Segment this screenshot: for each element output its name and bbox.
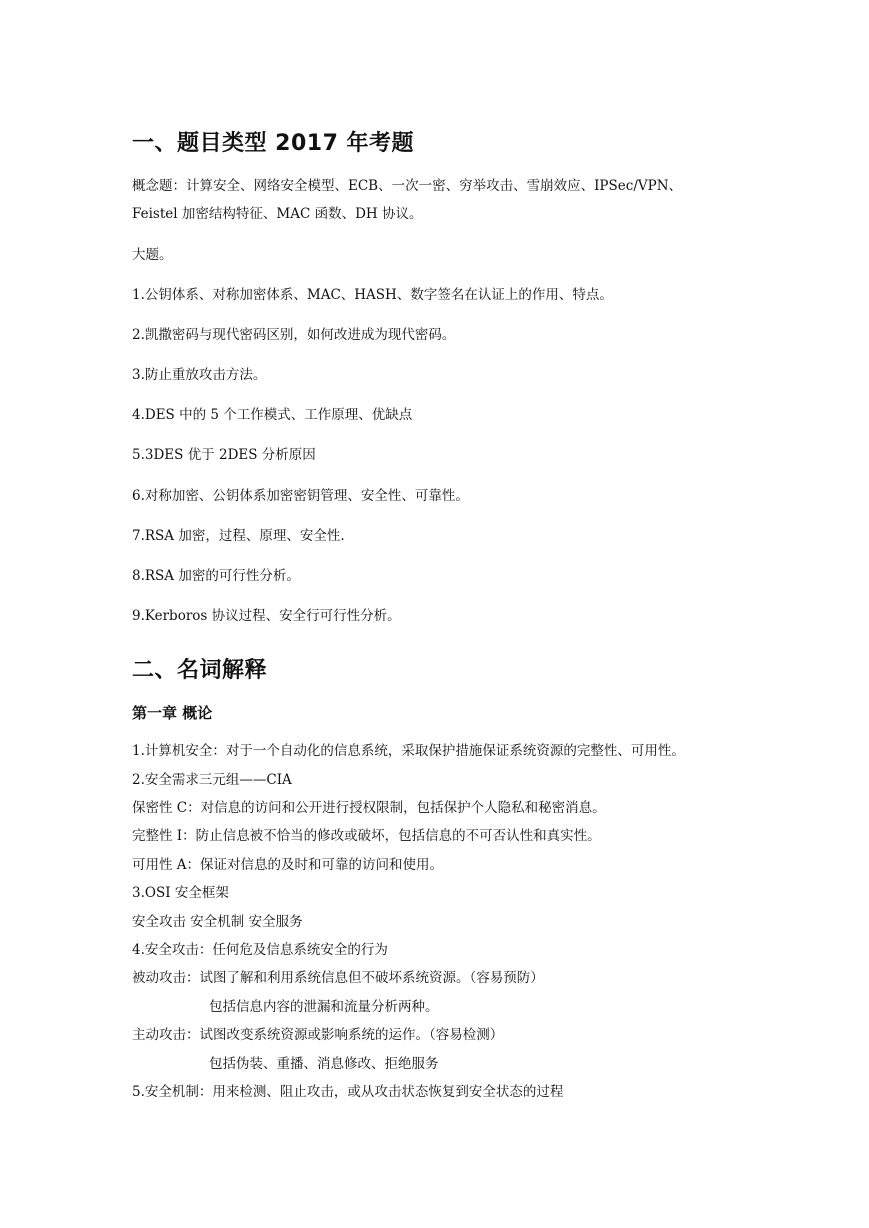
question-item: 9.Kerboros 协议过程、安全行可行性分析。 — [132, 608, 401, 624]
term-line-indented: 包括信息内容的泄漏和流量分析两种。 — [209, 999, 439, 1015]
document-page — [132, 0, 792, 1228]
question-item: 2.凯撒密码与现代密码区别，如何改进成为现代密码。 — [132, 327, 456, 343]
term-line: 完整性 I：防止信息被不恰当的修改或破坏，包括信息的不可否认性和真实性。 — [132, 828, 601, 844]
term-line: 可用性 A：保证对信息的及时和可靠的访问和使用。 — [132, 857, 444, 873]
question-item: 3.防止重放攻击方法。 — [132, 367, 267, 383]
term-line: 5.安全机制：用来检测、阻止攻击，或从攻击状态恢复到安全状态的过程 — [132, 1084, 564, 1100]
big-questions-label: 大题。 — [132, 247, 173, 263]
chapter-title: 第一章 概论 — [132, 704, 213, 722]
term-line: 安全攻击 安全机制 安全服务 — [132, 914, 303, 930]
question-item: 5.3DES 优于 2DES 分析原因 — [132, 447, 316, 463]
term-line: 4.安全攻击：任何危及信息系统安全的行为 — [132, 942, 388, 958]
term-line: 主动攻击：试图改变系统资源或影响系统的运作。（容易检测） — [132, 1027, 504, 1043]
section-heading-terms: 二、名词解释 — [132, 658, 268, 683]
term-line: 被动攻击：试图了解和利用系统信息但不破坏系统资源。（容易预防） — [132, 970, 544, 986]
question-item: 6.对称加密、公钥体系加密密钥管理、安全性、可靠性。 — [132, 488, 469, 504]
term-line: 2.安全需求三元组——CIA — [132, 772, 292, 788]
concepts-line-1: 概念题：计算安全、网络安全模型、ECB、一次一密、穷举攻击、雪崩效应、IPSec/VPN、 — [132, 178, 683, 194]
question-item: 8.RSA 加密的可行性分析。 — [132, 568, 300, 584]
question-item: 1.公钥体系、对称加密体系、MAC、HASH、数字签名在认证上的作用、特点。 — [132, 287, 613, 303]
term-line-indented: 包括伪装、重播、消息修改、拒绝服务 — [209, 1056, 439, 1072]
question-item: 7.RSA 加密，过程、原理、安全性. — [132, 528, 345, 544]
section-heading-question-types: 一、题目类型 2017 年考题 — [132, 131, 415, 156]
question-item: 4.DES 中的 5 个工作模式、工作原理、优缺点 — [132, 407, 413, 423]
term-line: 1.计算机安全：对于一个自动化的信息系统，采取保护措施保证系统资源的完整性、可用性。 — [132, 743, 685, 759]
term-line: 保密性 C：对信息的访问和公开进行授权限制，包括保护个人隐私和秘密消息。 — [132, 800, 606, 816]
concepts-line-2: Feistel 加密结构特征、MAC 函数、DH 协议。 — [132, 206, 423, 222]
term-line: 3.OSI 安全框架 — [132, 885, 229, 901]
